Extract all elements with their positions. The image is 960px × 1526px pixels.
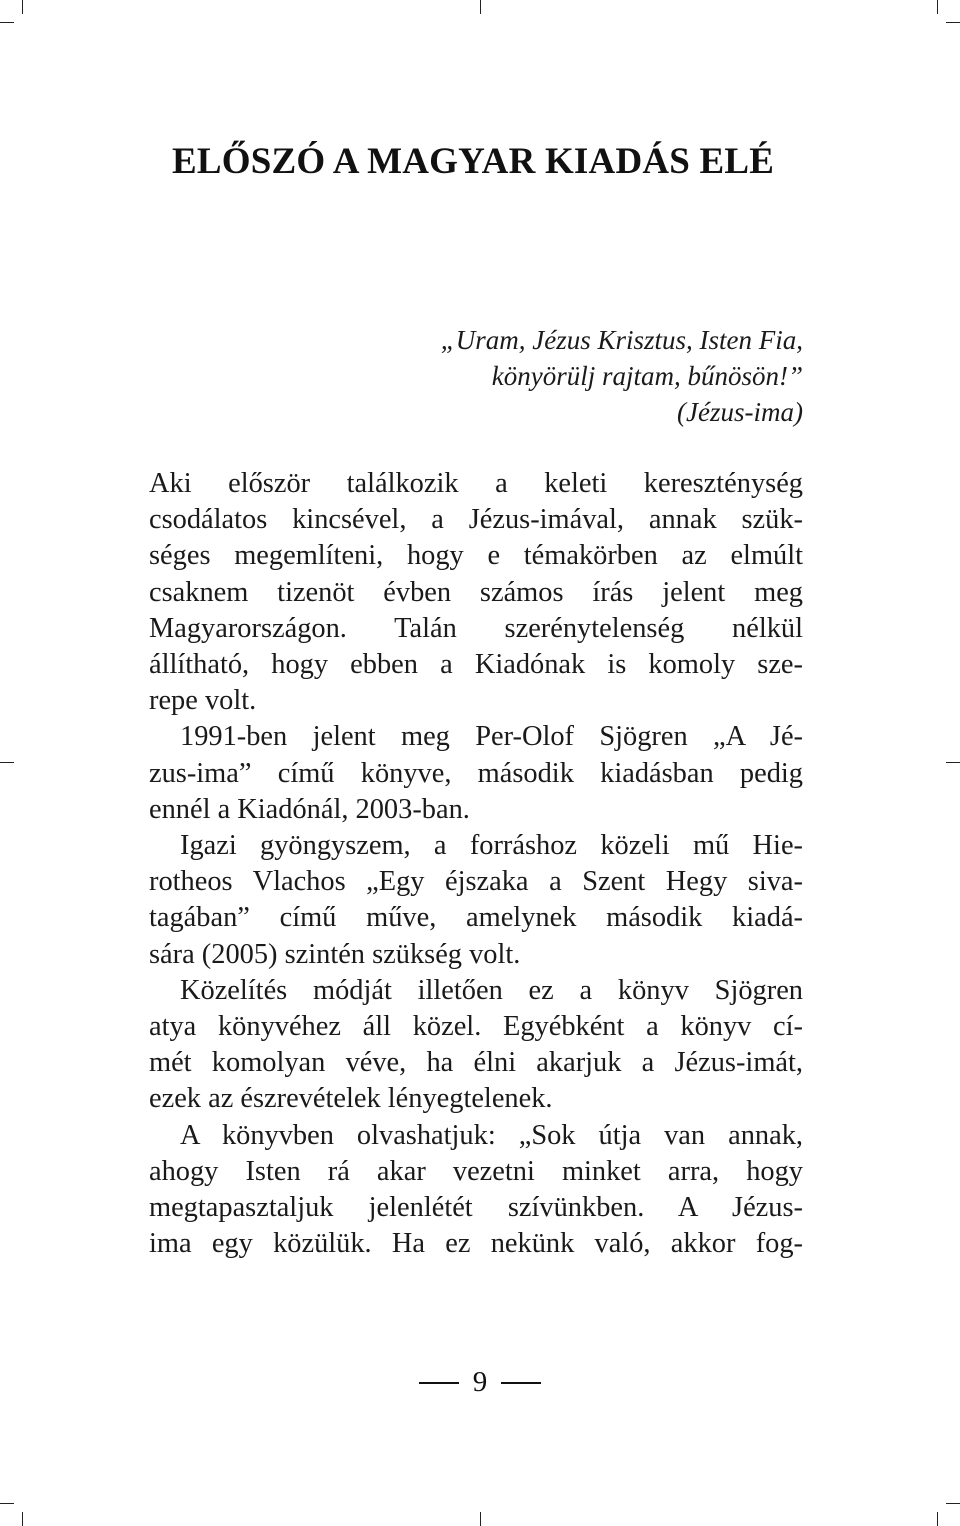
crop-mark-top-right bbox=[946, 22, 960, 23]
crop-mark-mid-right bbox=[946, 762, 960, 763]
crop-mark-mid-left bbox=[0, 762, 14, 763]
crop-mark-bottom-right bbox=[946, 1503, 960, 1504]
text-line: csaknem tizenöt évben számos írás jelent meg bbox=[149, 576, 803, 608]
paragraph bbox=[149, 973, 803, 1118]
text-line: Igazi gyöngyszem, a forráshoz közeli mű Hie- bbox=[180, 830, 803, 862]
text-line: séges megemlíteni, hogy e témakörben az elmúlt bbox=[149, 540, 803, 572]
paragraph bbox=[149, 828, 803, 973]
crop-mark-top-left bbox=[0, 22, 14, 23]
text-line: megtapasztaljuk jelenlétét szívünkben. A Jézus- bbox=[149, 1192, 803, 1224]
text-line: 1991-ben jelent meg Per-Olof Sjögren „A Jé- bbox=[180, 721, 803, 753]
text-line: Magyarországon. Talán szerénytelenség nélkül bbox=[149, 612, 803, 644]
text-line: ima egy közülük. Ha ez nekünk való, akkor fog- bbox=[149, 1228, 803, 1260]
text-line: mét komolyan véve, ha élni akarjuk a Jézus-imát, bbox=[149, 1047, 803, 1079]
crop-mark-top-right-v bbox=[937, 0, 938, 14]
folio-rule-left bbox=[419, 1382, 459, 1384]
crop-mark-bottom-left-v bbox=[22, 1512, 23, 1526]
crop-mark-bottom-right-v bbox=[937, 1512, 938, 1526]
text-line: ezek az észrevételek lényegtelenek. bbox=[149, 1083, 553, 1115]
text-line: ennél a Kiadónál, 2003-ban. bbox=[149, 793, 470, 825]
body-text bbox=[149, 466, 803, 1262]
epigraph-line: könyörülj rajtam, bűnösön!” bbox=[491, 361, 803, 391]
page-title: ELŐSZÓ A MAGYAR KIADÁS ELÉ bbox=[172, 141, 775, 182]
text-line: ahogy Isten rá akar vezetni minket arra, hogy bbox=[149, 1155, 803, 1187]
text-line: rotheos Vlachos „Egy éjszaka a Szent Hegy siva- bbox=[149, 866, 803, 898]
text-line: Közelítés módját illetően ez a könyv Sjögren bbox=[180, 974, 803, 1006]
text-line: A könyvben olvashatjuk: „Sok útja van annak, bbox=[180, 1119, 803, 1151]
text-line: tagában” című műve, amelynek második kiadá- bbox=[149, 902, 803, 934]
crop-mark-top-center bbox=[480, 0, 481, 14]
paragraph bbox=[149, 1118, 803, 1263]
text-line: állítható, hogy ebben a Kiadónak is komoly sze- bbox=[149, 649, 803, 681]
folio-rule-right bbox=[501, 1382, 541, 1384]
text-line: repe volt. bbox=[149, 685, 257, 717]
crop-mark-bottom-center bbox=[480, 1512, 481, 1526]
text-line: atya könyvéhez áll közel. Egyébként a könyv cí- bbox=[149, 1011, 803, 1043]
paragraph bbox=[149, 719, 803, 828]
epigraph-source: (Jézus-ima) bbox=[677, 397, 803, 427]
text-line: csodálatos kincsével, a Jézus-imával, annak szük- bbox=[149, 504, 803, 536]
text-line: sára (2005) szintén szükség volt. bbox=[149, 938, 521, 970]
page-number-footer bbox=[0, 1366, 960, 1399]
epigraph bbox=[441, 322, 803, 430]
text-line: Aki először találkozik a keleti kereszténység bbox=[149, 468, 803, 499]
epigraph-line: „Uram, Jézus Krisztus, Isten Fia, bbox=[440, 325, 803, 355]
paragraph bbox=[149, 466, 803, 719]
text-line: zus-ima” című könyve, második kiadásban pedig bbox=[149, 757, 803, 789]
crop-mark-top-left-v bbox=[22, 0, 23, 14]
page-number: 9 bbox=[472, 1366, 488, 1398]
crop-mark-bottom-left bbox=[0, 1503, 14, 1504]
